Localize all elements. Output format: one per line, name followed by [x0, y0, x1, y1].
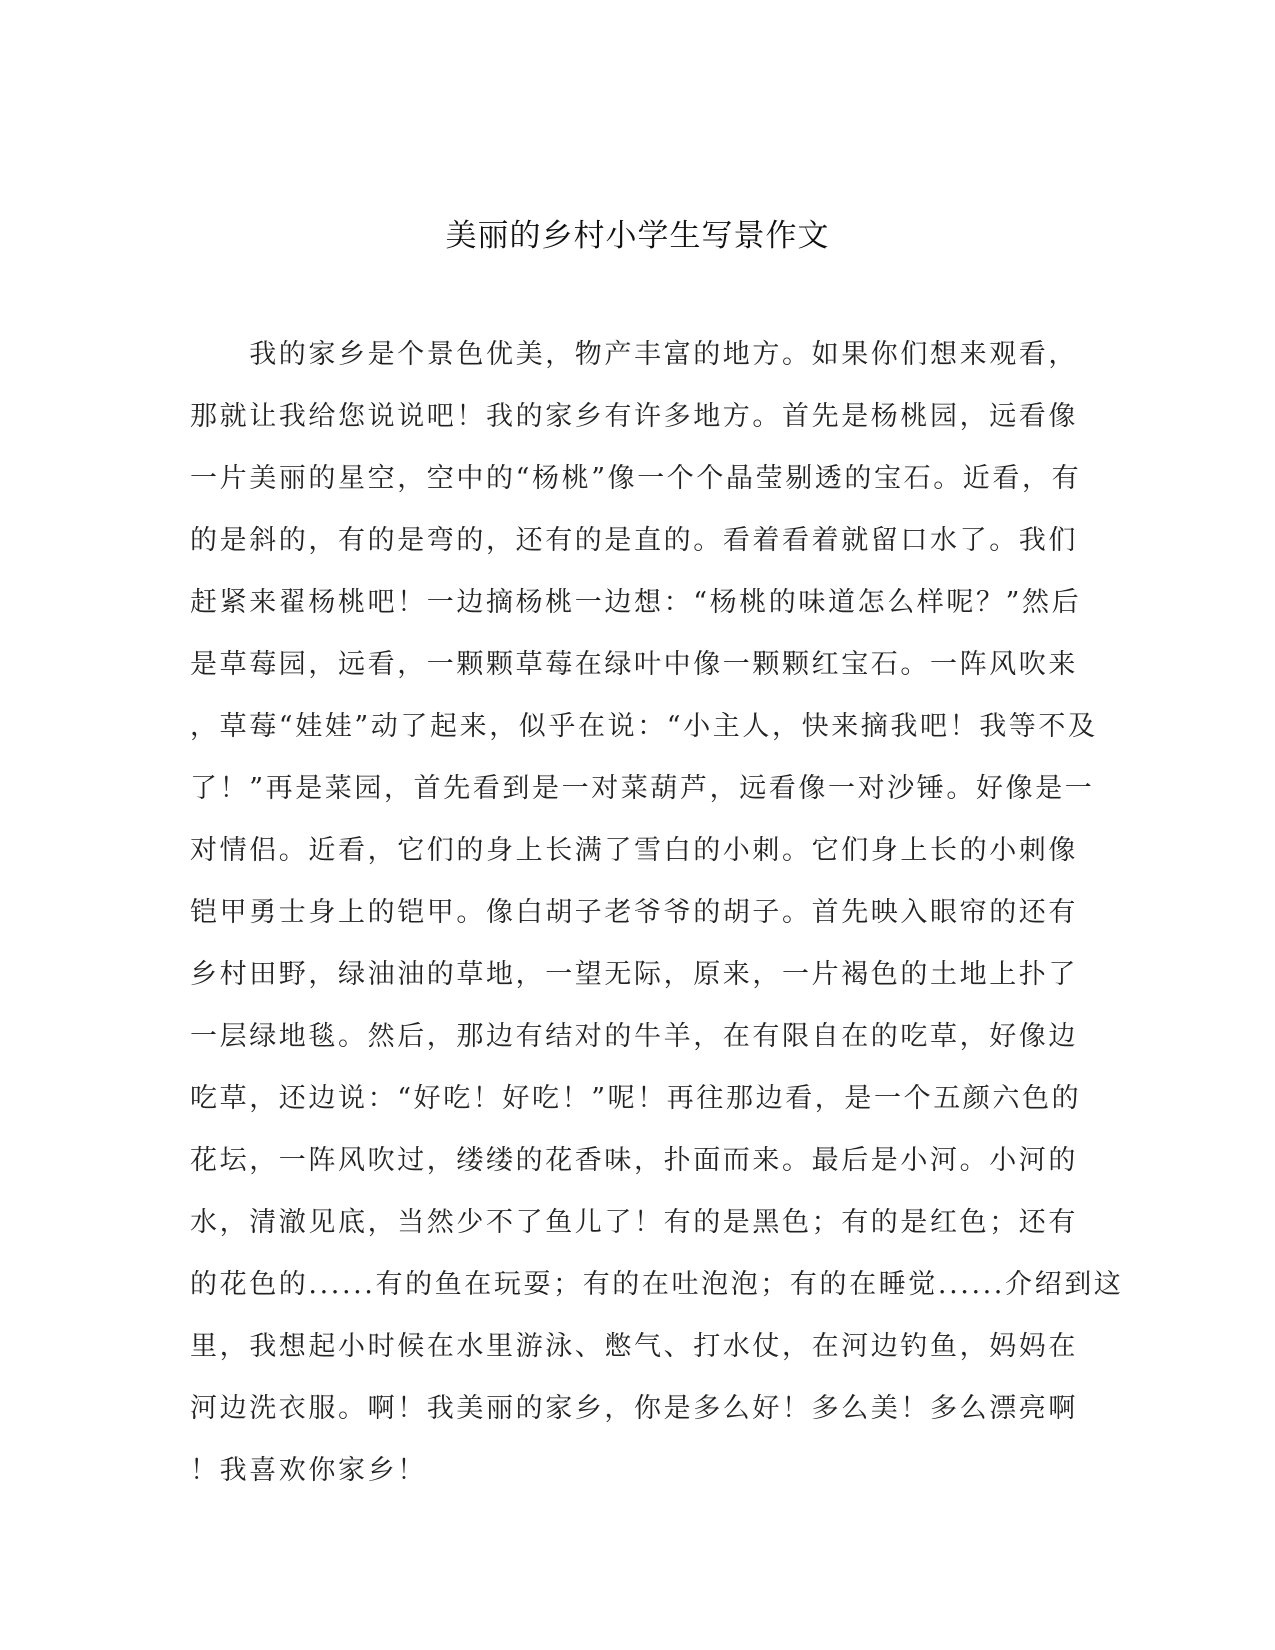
- text-line: 铠甲勇士身上的铠甲。像白胡子老爷爷的胡子。首先映入眼帘的还有: [190, 897, 1078, 928]
- text-line: 赶紧来翟杨桃吧！一边摘杨桃一边想：“杨桃的味道怎么样呢？”然后: [190, 587, 1082, 618]
- document-title: 美丽的乡村小学生写景作文: [445, 218, 830, 254]
- text-line: 乡村田野，绿油油的草地，一望无际，原来，一片褐色的土地上扑了: [190, 959, 1078, 990]
- text-line: 是草莓园，远看，一颗颗草莓在绿叶中像一颗颗红宝石。一阵风吹来: [190, 649, 1078, 680]
- essay-body: [190, 324, 1124, 1502]
- text-line: 我的家乡是个景色优美，物产丰富的地方。如果你们想来观看，: [190, 339, 1078, 370]
- text-line: 花坛，一阵风吹过，缕缕的花香味，扑面而来。最后是小河。小河的: [190, 1145, 1078, 1176]
- text-line: 河边洗衣服。啊！我美丽的家乡，你是多么好！多么美！多么漂亮啊: [190, 1393, 1078, 1424]
- text-line: ！我喜欢你家乡！: [190, 1455, 427, 1486]
- text-line: ，草莓“娃娃”动了起来，似乎在说：“小主人，快来摘我吧！我等不及: [190, 711, 1098, 742]
- text-line: 的是斜的，有的是弯的，还有的是直的。看着看着就留口水了。我们: [190, 525, 1078, 556]
- text-line: 一层绿地毯。然后，那边有结对的牛羊，在有限自在的吃草，好像边: [190, 1021, 1078, 1052]
- text-line: 的花色的......有的鱼在玩耍；有的在吐泡泡；有的在睡觉......介绍到这: [190, 1269, 1124, 1300]
- text-line: 吃草，还边说：“好吃！好吃！”呢！再往那边看，是一个五颜六色的: [190, 1083, 1082, 1114]
- text-line: 里，我想起小时候在水里游泳、憋气、打水仗，在河边钓鱼，妈妈在: [190, 1331, 1078, 1362]
- text-line: 水，清澈见底，当然少不了鱼儿了！有的是黑色；有的是红色；还有: [190, 1207, 1078, 1238]
- text-line: 那就让我给您说说吧！我的家乡有许多地方。首先是杨桃园，远看像: [190, 401, 1078, 432]
- text-line: 一片美丽的星空，空中的“杨桃”像一个个晶莹剔透的宝石。近看，有: [190, 463, 1082, 494]
- text-line: 了！”再是菜园，首先看到是一对菜葫芦，远看像一对沙锤。好像是一: [190, 773, 1095, 804]
- text-line: 对情侣。近看，它们的身上长满了雪白的小刺。它们身上长的小刺像: [190, 835, 1078, 866]
